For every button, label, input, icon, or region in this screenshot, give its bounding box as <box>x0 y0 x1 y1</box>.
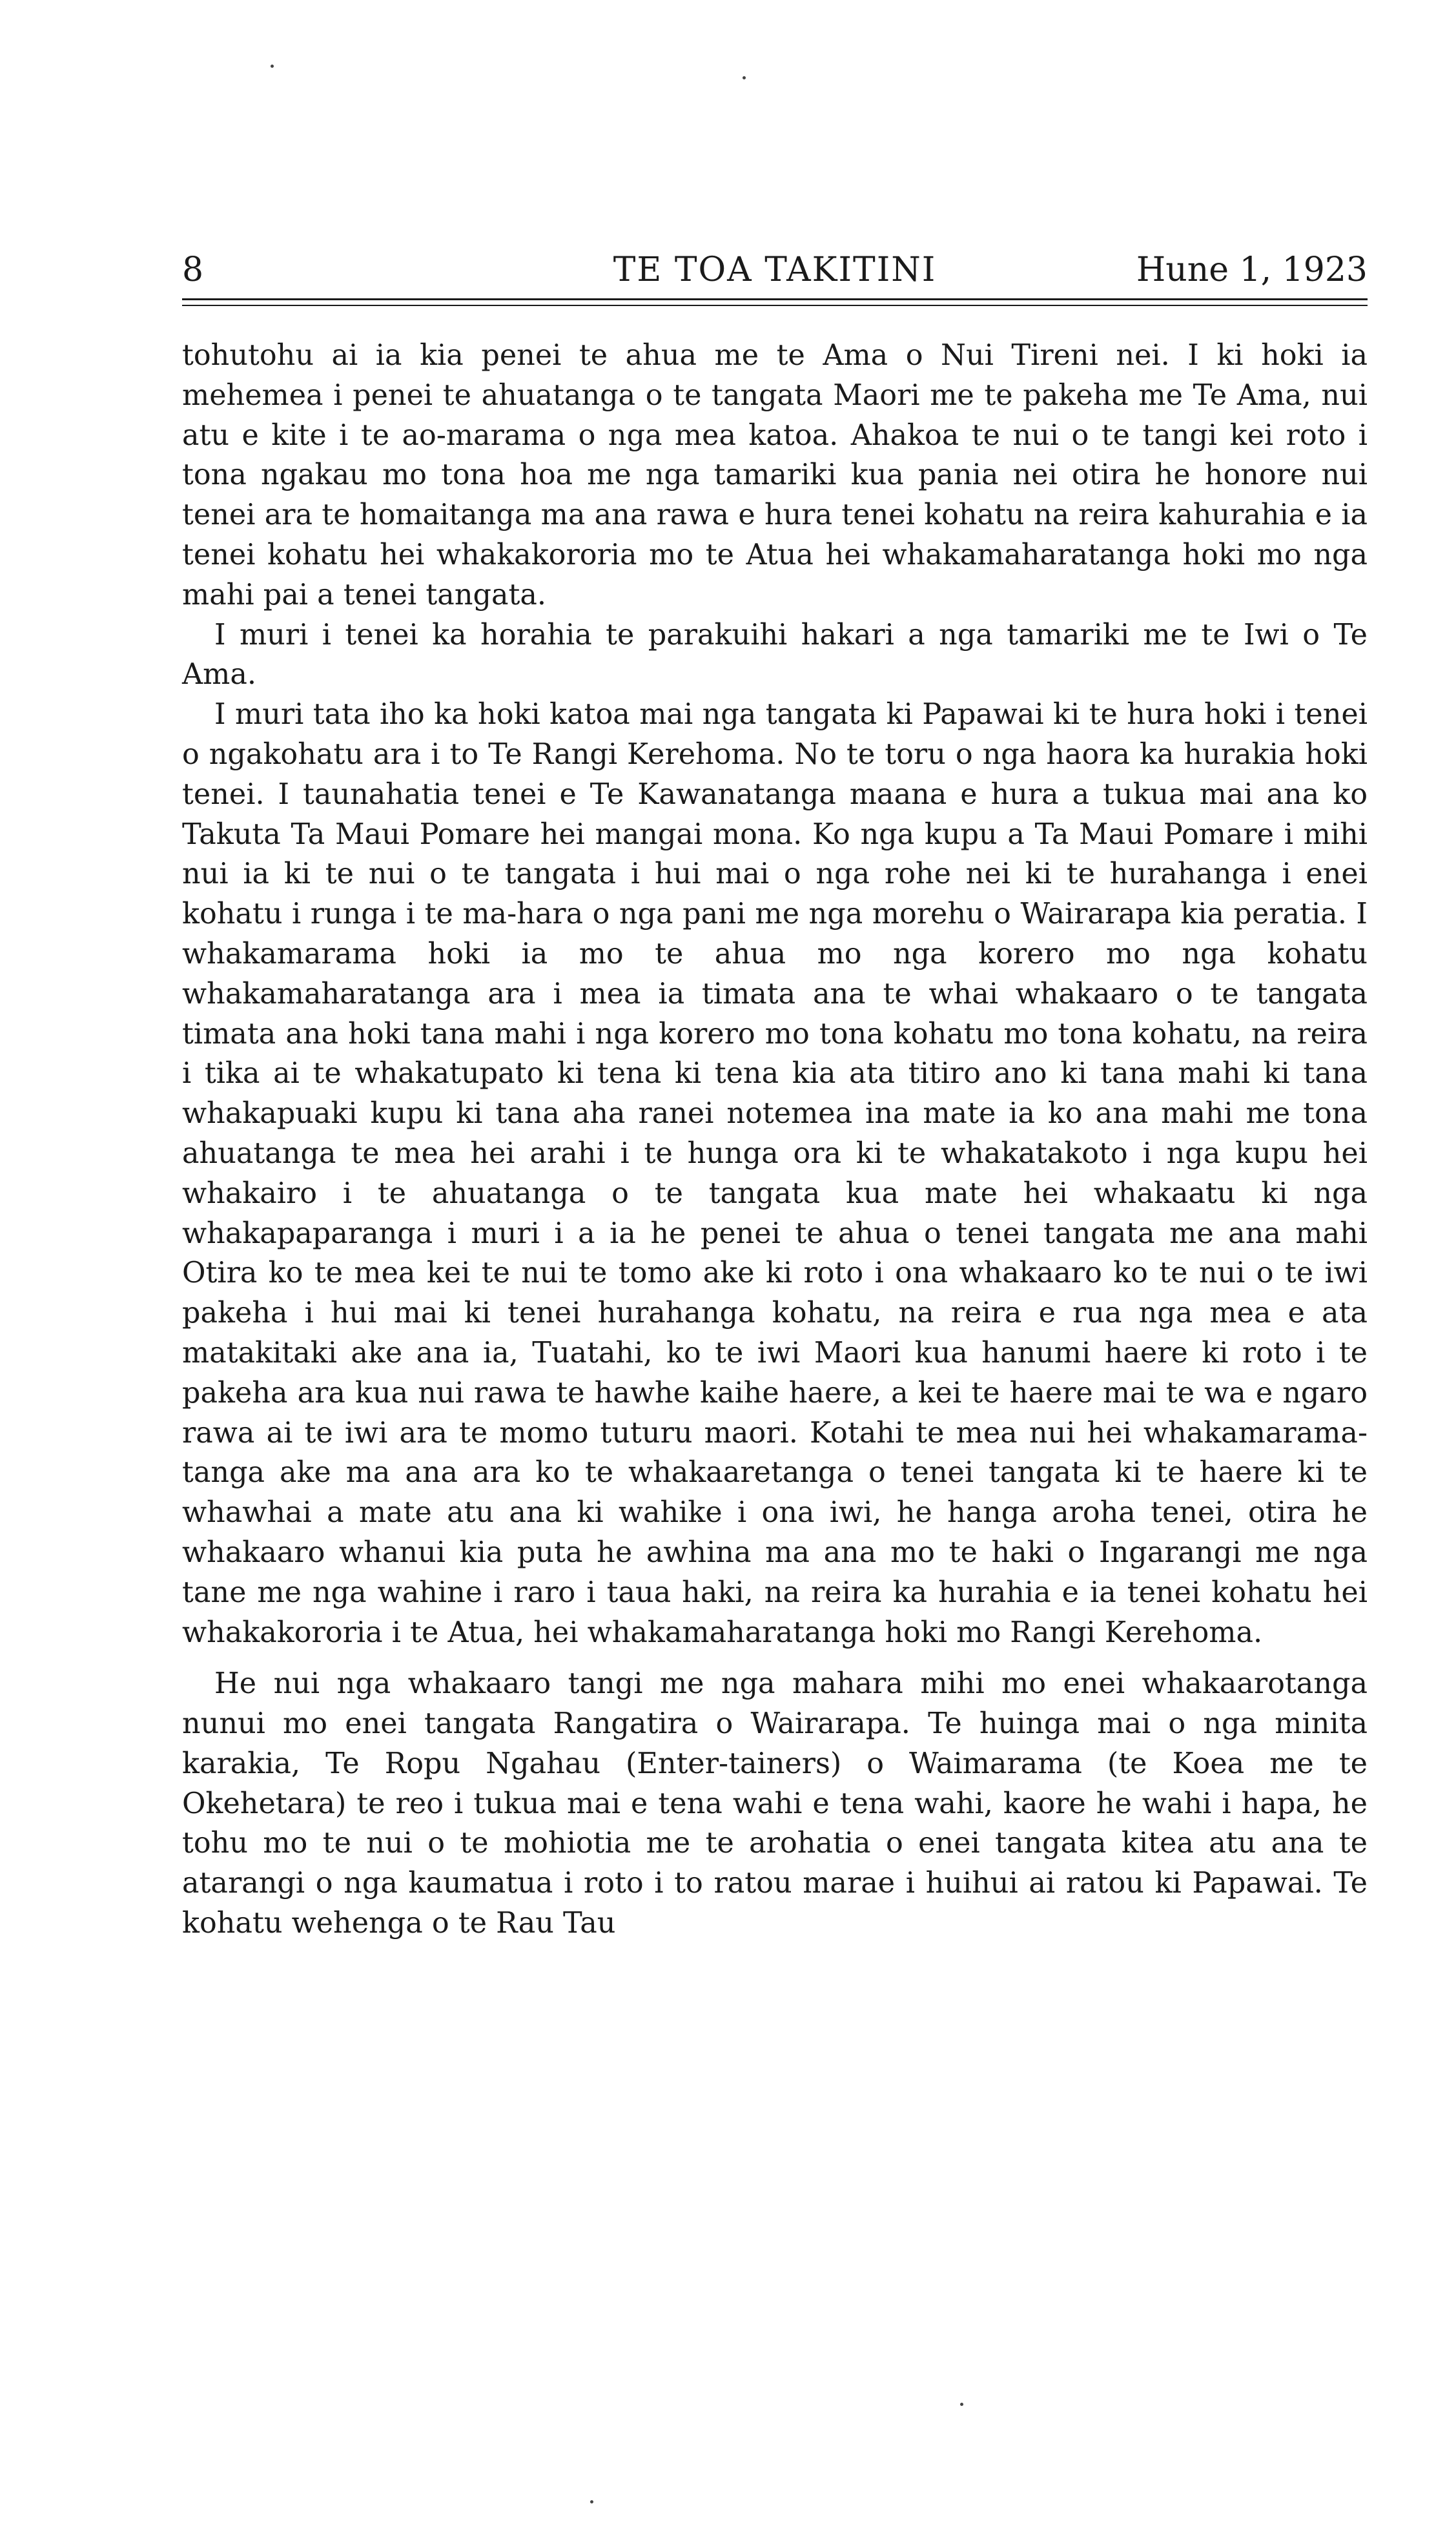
paragraph: I muri tata iho ka hoki katoa mai nga tangata ki Papawai ki te hura hoki i tenei o ngakohatu ara i to Te Rangi Kerehoma. No te toru o nga haora ka hurakia hoki tenei. I taunahatia tenei e Te Kawanatanga maana e hura a tukua mai ana ko Takuta Ta Maui Pomare hei mangai mona. Ko nga kupu a Ta Maui Pomare i mihi nui ia ki te nui o te tangata i hui mai o nga rohe nei ki te hurahanga i enei kohatu i runga i te ma-hara o nga pani me nga morehu o Wairarapa kia peratia. I whakamarama hoki ia mo te ahua mo nga korero mo nga kohatu whakamaharatanga ara i mea ia timata ana te whai whakaaro o te tangata timata ana hoki tana mahi i nga korero mo tona kohatu mo tona kohatu, na reira i tika ai te whakatupato ki tena ki tena kia ata titiro ano ki tana mahi ki tana whakapuaki kupu ki tana aha ranei notemea ina mate ia ko ana mahi me tona ahuatanga te mea hei arahi i te hunga ora ki te whakatakoto i nga kupu hei whakairo i te ahuatanga o te tangata kua mate hei whakaatu ki nga whakapaparanga i muri i a ia he penei te ahua o tenei tangata me ana mahi Otira ko te mea kei te nui te tomo ake ki roto i ona whakaaro ko te nui o te iwi pakeha i hui mai ki tenei hurahanga kohatu, na reira e rua nga mea e ata matakitaki ake ana ia, Tuatahi, ko te iwi Maori kua hanumi haere ki roto i te pakeha ara kua nui rawa te hawhe kaihe haere, a kei te haere mai te wa e ngaro rawa ai te iwi ara te momo tuturu maori. Kotahi te mea nui hei whakamarama-tanga ake ma ana ara ko te whakaaretanga o tenei tangata ki te haere ki te whawhai a mate atu ana ki wahike i ona iwi, he hanga aroha tenei, otira he whakaaro whanui kia puta he awhina ma ana mo te haki o Ingarangi me nga tane me nga wahine i raro i taua haki, na reira ka hurahia e ia tenei kohatu hei whakakororia i te Atua, hei whakamaharatanga hoki mo Rangi Kerehoma. <box>182 698 1368 1649</box>
page-number: 8 <box>182 251 204 289</box>
issue-date: Hune 1, 1923 <box>1136 251 1368 289</box>
article-body <box>182 336 1368 1944</box>
publication-title: TE TOA TAKITINI <box>613 251 937 289</box>
scan-speck <box>743 76 746 79</box>
paragraph: He nui nga whakaaro tangi me nga mahara mihi mo enei whakaarotanga nunui mo enei tangata Rangatira o Wairarapa. Te huinga mai o nga minita karakia, Te Ropu Ngahau (Enter-tainers) o Waimarama (te Koea me te Okehetara) te reo i tukua mai e tena wahi e tena wahi, kaore he wahi i hapa, he tohu mo te nui o te mohiotia me te arohatia o enei tangata kitea atu ana te atarangi o nga kaumatua i roto i to ratou marae i huihui ai ratou ki Papawai. Te kohatu wehenga o te Rau Tau <box>182 1667 1368 1940</box>
scan-speck <box>271 65 274 68</box>
scan-speck <box>590 2500 593 2503</box>
paragraph: I muri i tenei ka horahia te parakuihi hakari a nga tamariki me te Iwi o Te Ama. <box>182 618 1368 692</box>
paragraph: tohutohu ai ia kia penei te ahua me te Ama o Nui Tireni nei. I ki hoki ia mehemea i penei te ahuatanga o te tangata Maori me te pakeha me Te Ama, nui atu e kite i te ao-marama o nga mea katoa. Ahakoa te nui o te tangi kei roto i tona ngakau mo tona hoa me nga tamariki kua pania nei otira he honore nui tenei ara te homaitanga ma ana rawa e hura tenei kohatu na reira kahurahia e ia tenei kohatu hei whakakororia mo te Atua hei whakamaharatanga hoki mo nga mahi pai a tenei tangata. <box>182 339 1368 611</box>
scan-speck <box>960 2403 963 2406</box>
header-rule <box>182 298 1368 300</box>
running-header <box>182 244 1368 296</box>
header-rule-thin <box>182 305 1368 306</box>
